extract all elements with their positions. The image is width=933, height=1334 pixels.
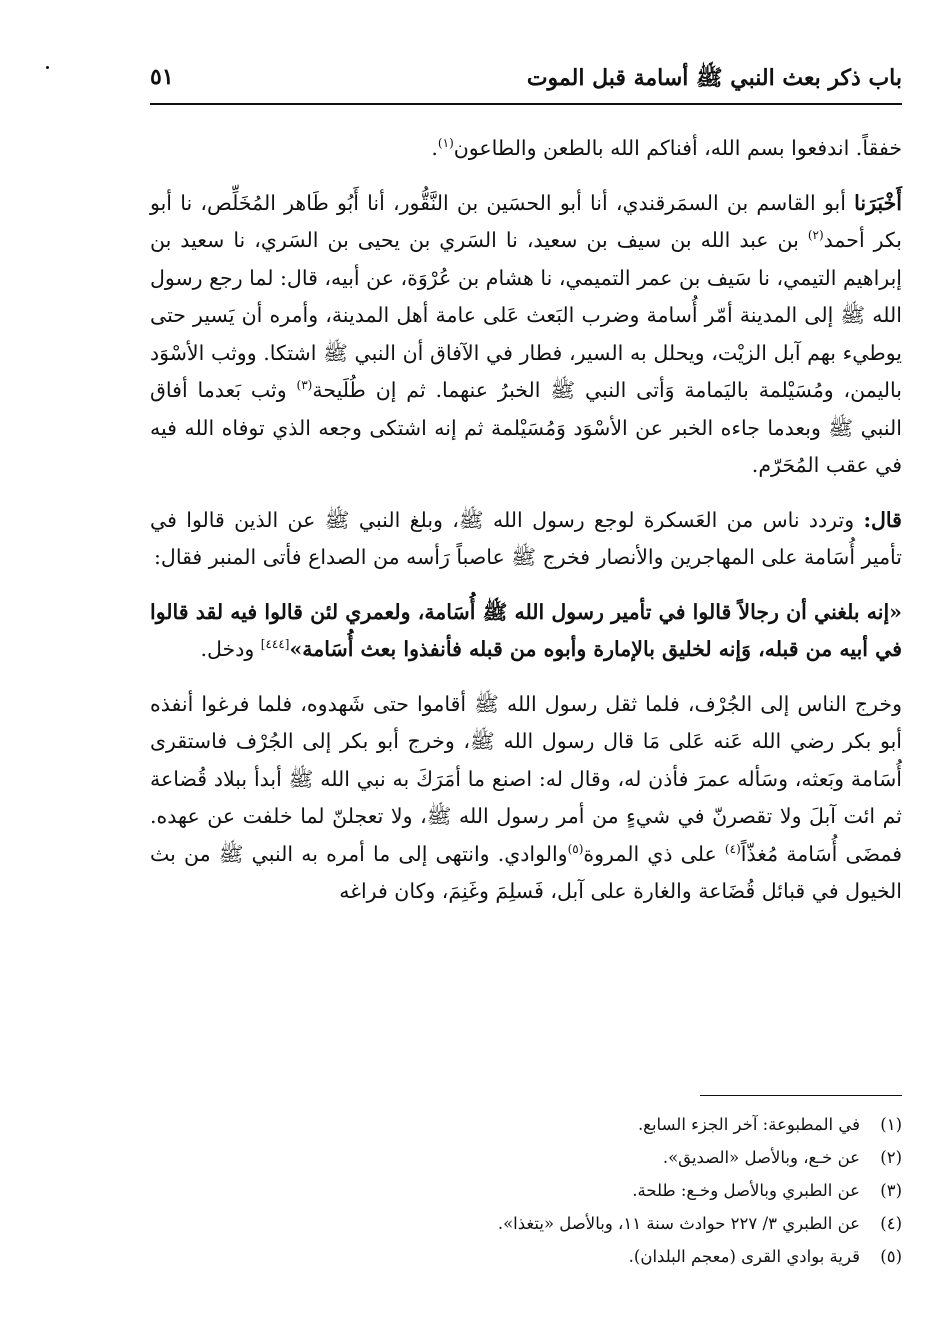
footnote-number: (٤): [880, 1214, 902, 1233]
paragraph-1: [150, 130, 902, 168]
paragraph-text: بن عبد الله بن سيف بن سعيد، نا السَري بن يحيى بن السَري، نا سعيد بن إبراهيم التيمي، نا سَيف بن عمر التميمي، نا هشام بن عُرْوَة، عن أبيه، قال: لما رجع رسول الله ﷺ إلى المدينة أمّر أُسامة وضرب البَعث عَلى عامة أهل المدينة، وأمره أن يَسير حتى يوطيء بهم آبل الزيْت، ويحلل به السير، فطار في الآفاق أن النبي ﷺ اشتكا. ووثب الأسْوَد باليمن، ومُسَيْلمة باليَمامة وَأتى النبي ﷺ الخبرُ عنهما. ثم إن طُلَيحة: [150, 228, 902, 402]
main-text: [150, 130, 902, 928]
paragraph-lead: قال:: [863, 507, 902, 532]
footnote-text: في المطبوعة: آخر الجزء السابع.: [637, 1115, 860, 1134]
footnote-number: (٢): [880, 1148, 902, 1167]
paragraph-text: أبو القاسم بن السمَرقندي، أنا أبو الحسَين بن النَّقُّور، أنا أَبُو طَاهر المُخَلِّص، نا أبو بكر أحمد: [150, 190, 902, 252]
footnote-number: (٥): [880, 1247, 902, 1266]
running-header: [150, 58, 902, 98]
paragraph-4: [150, 594, 902, 669]
footnotes: [150, 1108, 902, 1273]
chapter-title: باب ذكر بعث النبي ﷺ أسامة قبل الموت: [526, 65, 902, 91]
footnote-rule: [700, 1095, 902, 1096]
footnote-item: [150, 1108, 902, 1141]
paragraph-text: ودخل.: [200, 637, 255, 661]
footnote-ref[interactable]: (٤): [724, 841, 741, 856]
paragraph-text: وثب بَعدما أفاق النبي ﷺ وبعدما جاءه الخبر عن الأسْوَد وَمُسَيْلمة ثم إنه اشتكى وجعه الذي توفاه الله فيه في عقب المُحَرّم.: [150, 378, 902, 477]
footnote-ref[interactable]: (٥): [567, 841, 584, 856]
footnote-ref[interactable]: (٢): [807, 228, 824, 243]
paragraph-text: على ذي المروة: [583, 841, 717, 866]
footnote-text: عن الطبري ٣/ ٢٢٧ حوادث سنة ١١، وبالأصل «يتغذا».: [497, 1214, 860, 1233]
footnote-number: (٣): [880, 1181, 902, 1200]
footnote-item: [150, 1207, 902, 1240]
hadith-number: [٤٤٤]: [260, 637, 290, 652]
footnote-text: عن الطبري وبالأصل وخـع: طلحة.: [632, 1181, 860, 1200]
paragraph-text: وخرج الناس إلى الجُرْف، فلما ثقل رسول الله ﷺ أقاموا حتى شَهدوه، فلما فرغوا أنفذه أبو بكر رضي الله عَنه عَلى مَا قال رسول الله ﷺ، وخرج أبو بكر إلى الجُرْف فاستقرى أُسَامة وبَعثه، وسَأله عمرَ فأذن له، وقال له: اصنع ما أمَرَكَ به نبي الله ﷺ أبدأ ببلاد قُضاعة ثم ائت آبلَ ولا تقصرنّ في شيءٍ من أمر رسول الله ﷺ، ولا تعجلنّ لما خلفت عن عهده. فمضَى أُسَامة مُغذّاً: [150, 691, 903, 866]
footnote-item: [150, 1141, 902, 1174]
isnad-lead: أَخْبَرَنا: [854, 190, 902, 215]
paragraph-3: [150, 502, 902, 577]
page-number: ٥١: [150, 64, 174, 90]
scan-speck: [46, 66, 49, 69]
header-rule: [150, 103, 902, 105]
paragraph-5: [150, 686, 902, 911]
footnote-item: [150, 1174, 902, 1207]
footnote-ref[interactable]: (٣): [296, 378, 313, 393]
paragraph-end: .: [431, 136, 438, 160]
hadith-quote: «إنه بلغني أن رجالاً قالوا في تأمير رسول الله ﷺ أُسَامة، ولعمري لئن قالوا فيه لقد قالوا في أبيه من قبله، وَإنه لخليق بالإمارة وأبوه من قبله فأنفذوا بعث أُسَامة»: [150, 599, 902, 661]
paragraph-text: والوادي. وانتهى إلى ما أمره به النبي ﷺ من بث الخيول في قبائل قُضَاعة والغارة على آبل، فَسلِمَ وغَنِمَ، وكان فراغه: [150, 841, 902, 903]
footnote-number: (١): [880, 1115, 902, 1134]
footnote-item: [150, 1240, 902, 1273]
footnote-text: قرية بوادي القرى (معجم البلدان).: [628, 1247, 860, 1266]
footnote-text: عن خـع، وبالأصل «الصديق».: [662, 1148, 860, 1167]
footnote-ref[interactable]: (١): [437, 136, 454, 151]
paragraph-text: وتردد ناس من العَسكرة لوجع رسول الله ﷺ، وبلغ النبي ﷺ عن الذين قالوا في تأمير أُسَامة على المهاجرين والأنصار فخرج ﷺ عاصباً رَأسه من الصداع فأتى المنبر فقال:: [150, 507, 902, 569]
paragraph-2: [150, 185, 902, 485]
paragraph-text: خفقاً. اندفعوا بسم الله، أفناكم الله بالطعن والطاعون: [453, 136, 902, 160]
